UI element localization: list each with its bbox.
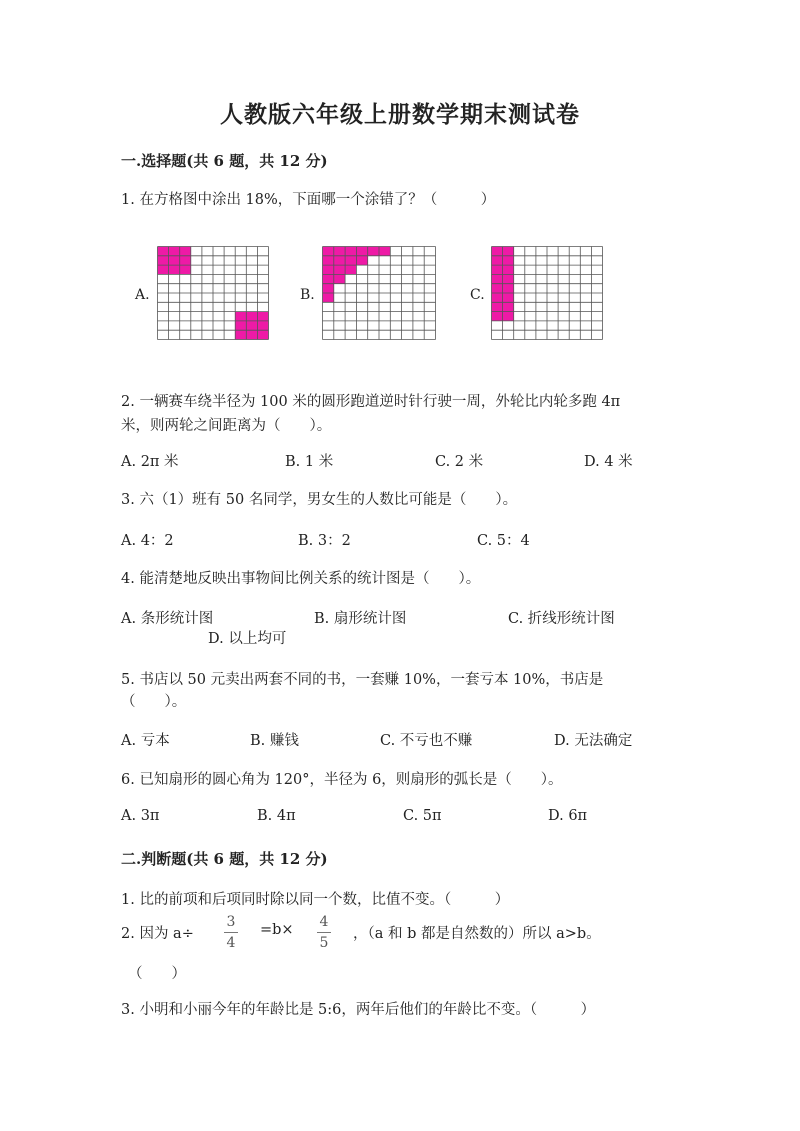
judgment-3-text: 3. 小明和小丽今年的年龄比是 5:6，两年后他们的年龄比不变。（ ）	[121, 1002, 596, 1018]
q6-option-a[interactable]: A. 3π	[121, 808, 160, 824]
q2-option-b[interactable]: B. 1 米	[285, 454, 334, 470]
shaded-cell	[180, 247, 191, 256]
shaded-cell	[492, 284, 503, 293]
shaded-cell	[492, 256, 503, 265]
q5-option-a[interactable]: A. 亏本	[121, 733, 170, 749]
fraction-four-fifths	[317, 914, 331, 951]
shaded-cell	[503, 265, 514, 274]
page-title: 人教版六年级上册数学期末测试卷	[220, 101, 580, 128]
shaded-cell	[246, 312, 257, 321]
shaded-cell	[368, 247, 379, 256]
question-3-text: 3. 六（1）班有 50 名同学，男女生的人数比可能是（ ）。	[121, 492, 518, 508]
shaded-cell	[323, 256, 334, 265]
shaded-cell	[257, 330, 268, 339]
shaded-cell	[503, 312, 514, 321]
grid-a-label: A.	[135, 287, 150, 303]
q5-option-b[interactable]: B. 赚钱	[250, 733, 299, 749]
shaded-cell	[334, 265, 345, 274]
shaded-cell	[158, 247, 169, 256]
section-heading-judgment: 二.判断题(共 6 题，共 12 分)	[121, 850, 328, 868]
q6-option-b[interactable]: B. 4π	[257, 808, 296, 824]
section-heading-choice: 一.选择题(共 6 题，共 12 分)	[121, 152, 328, 170]
shaded-cell	[503, 247, 514, 256]
q2-option-d[interactable]: D. 4 米	[584, 454, 633, 470]
shaded-cell	[257, 321, 268, 330]
shaded-cell	[246, 330, 257, 339]
judgment-2-part1: 2. 因为 a÷	[121, 926, 194, 942]
shaded-cell	[356, 247, 367, 256]
q3-option-b[interactable]: B. 3：2	[298, 533, 351, 549]
fraction-2-bar	[317, 932, 331, 933]
shaded-cell	[180, 256, 191, 265]
shaded-cell	[235, 321, 246, 330]
q3-option-a[interactable]: A. 4：2	[121, 533, 174, 549]
shaded-cell	[323, 265, 334, 274]
q4-option-a[interactable]: A. 条形统计图	[121, 611, 214, 627]
grid-b[interactable]	[322, 246, 436, 340]
fraction-three-quarters	[224, 914, 238, 951]
grid-c[interactable]	[491, 246, 603, 340]
q4-option-d[interactable]: D. 以上均可	[208, 631, 287, 647]
shaded-cell	[503, 284, 514, 293]
shaded-cell	[503, 256, 514, 265]
fraction-2-numerator: 4	[319, 914, 329, 930]
q5-option-d[interactable]: D. 无法确定	[554, 733, 633, 749]
grid-b-label: B.	[300, 287, 315, 303]
shaded-cell	[323, 247, 334, 256]
q2-option-a[interactable]: A. 2π 米	[121, 454, 179, 470]
shaded-cell	[503, 302, 514, 311]
question-5-line1: 5. 书店以 50 元卖出两套不同的书，一套赚 10%，一套亏本 10%，书店是	[121, 672, 604, 688]
shaded-cell	[169, 256, 180, 265]
q4-option-c[interactable]: C. 折线形统计图	[508, 611, 615, 627]
shaded-cell	[323, 284, 334, 293]
question-4-text: 4. 能清楚地反映出事物间比例关系的统计图是（ ）。	[121, 571, 481, 587]
fraction-1-bar	[224, 932, 238, 933]
shaded-cell	[323, 274, 334, 283]
shaded-cell	[503, 293, 514, 302]
shaded-cell	[235, 330, 246, 339]
shaded-cell	[323, 293, 334, 302]
question-2-line1: 2. 一辆赛车绕半径为 100 米的圆形跑道逆时针行驶一周，外轮比内轮多跑 4π	[121, 394, 621, 410]
judgment-2-part3: ，（a 和 b 都是自然数的）所以 a>b。	[353, 926, 601, 942]
q4-option-b[interactable]: B. 扇形统计图	[314, 611, 407, 627]
shaded-cell	[257, 312, 268, 321]
shaded-cell	[334, 247, 345, 256]
fraction-1-numerator: 3	[226, 914, 236, 930]
shaded-cell	[158, 256, 169, 265]
shaded-cell	[492, 302, 503, 311]
shaded-cell	[158, 265, 169, 274]
shaded-cell	[345, 256, 356, 265]
question-5-line2: （ ）。	[121, 694, 187, 710]
shaded-cell	[334, 256, 345, 265]
shaded-cell	[492, 265, 503, 274]
shaded-cell	[345, 247, 356, 256]
grid-c-label: C.	[470, 287, 485, 303]
shaded-cell	[334, 274, 345, 283]
question-2-line2: 米，则两轮之间距离为（ ）。	[121, 418, 332, 434]
shaded-cell	[180, 265, 191, 274]
q6-option-c[interactable]: C. 5π	[403, 808, 442, 824]
shaded-cell	[492, 312, 503, 321]
q6-option-d[interactable]: D. 6π	[548, 808, 588, 824]
q2-option-c[interactable]: C. 2 米	[435, 454, 484, 470]
shaded-cell	[235, 312, 246, 321]
question-1-text: 1. 在方格图中涂出 18%，下面哪一个涂错了？（ ）	[121, 192, 496, 208]
grid-a[interactable]	[157, 246, 269, 340]
shaded-cell	[169, 247, 180, 256]
shaded-cell	[246, 321, 257, 330]
shaded-cell	[492, 247, 503, 256]
judgment-1-text: 1. 比的前项和后项同时除以同一个数，比值不变。（ ）	[121, 892, 510, 908]
fraction-2-denominator: 5	[319, 935, 329, 951]
shaded-cell	[492, 274, 503, 283]
judgment-2-line2: （ ）	[128, 966, 186, 982]
shaded-cell	[379, 247, 390, 256]
q3-option-c[interactable]: C. 5：4	[477, 533, 530, 549]
q5-option-c[interactable]: C. 不亏也不赚	[380, 733, 473, 749]
shaded-cell	[356, 256, 367, 265]
shaded-cell	[503, 274, 514, 283]
fraction-1-denominator: 4	[226, 935, 236, 951]
shaded-cell	[492, 293, 503, 302]
question-6-text: 6. 已知扇形的圆心角为 120°，半径为 6，则扇形的弧长是（ ）。	[121, 772, 563, 788]
shaded-cell	[169, 265, 180, 274]
judgment-2-part2: =b×	[260, 922, 294, 938]
shaded-cell	[345, 265, 356, 274]
